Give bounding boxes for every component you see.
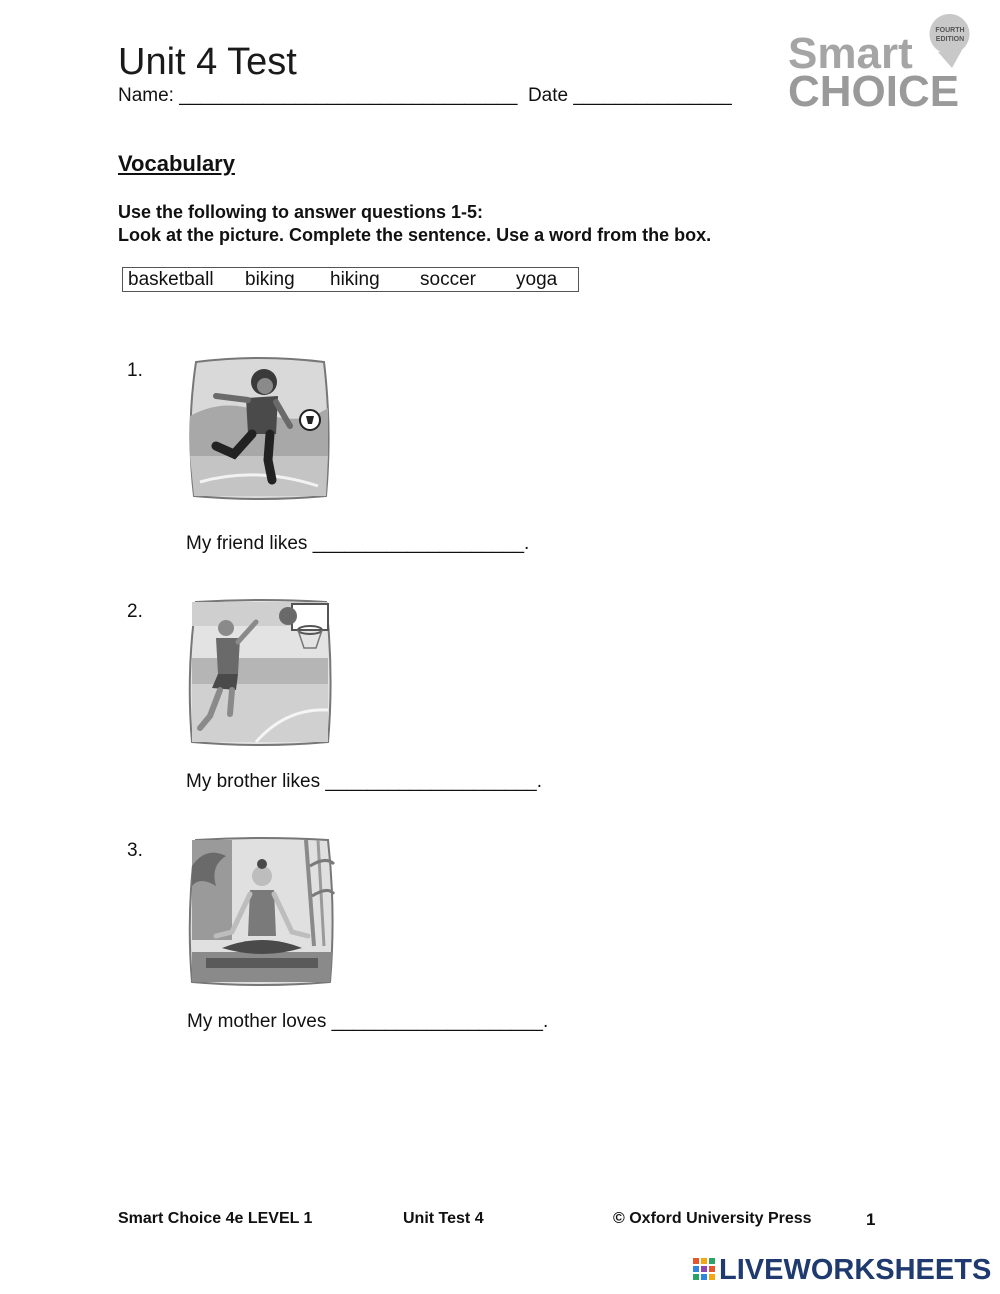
question-sentence: My friend likes ____________________. [186, 533, 530, 554]
page-title: Unit 4 Test [118, 41, 297, 83]
word-box [122, 267, 579, 292]
footer-page-number: 1 [866, 1210, 876, 1229]
instruction-2: Look at the picture. Complete the sentence. Use a word from the box. [118, 225, 712, 245]
logo-line2: CHOICE [788, 67, 960, 115]
word-box-item: biking [245, 269, 295, 290]
logo-line1: Smart [788, 29, 913, 78]
badge-line2: EDITION [935, 36, 965, 43]
word-box-item: yoga [516, 269, 558, 290]
basketball-player-picture [186, 598, 336, 748]
name-date-line: Name: ________________________________ Date _______________ [118, 85, 732, 106]
footer-test: Unit Test 4 [403, 1210, 484, 1227]
word-box-item: soccer [420, 269, 476, 290]
word-box-item: hiking [330, 269, 380, 290]
liveworksheets-text: LIVEWORKSHEETS [719, 1254, 992, 1286]
footer-copyright: © Oxford University Press [613, 1210, 812, 1227]
question-number: 3. [127, 840, 143, 861]
smart-choice-logo [786, 10, 976, 115]
instruction-1: Use the following to answer questions 1-5: [118, 202, 484, 222]
word-box-item: basketball [128, 269, 214, 290]
question-sentence: My brother likes ____________________. [186, 771, 542, 792]
footer-series: Smart Choice 4e LEVEL 1 [118, 1210, 313, 1227]
soccer-player-picture [186, 356, 332, 502]
liveworksheets-icon [693, 1258, 715, 1282]
section-heading: Vocabulary [118, 151, 235, 176]
question-sentence: My mother loves ____________________. [187, 1011, 549, 1032]
question-number: 1. [127, 360, 143, 381]
basketball-icon [279, 607, 297, 625]
yoga-woman-picture [186, 836, 338, 988]
question-number: 2. [127, 601, 143, 622]
badge-line1: FOURTH [935, 27, 965, 34]
